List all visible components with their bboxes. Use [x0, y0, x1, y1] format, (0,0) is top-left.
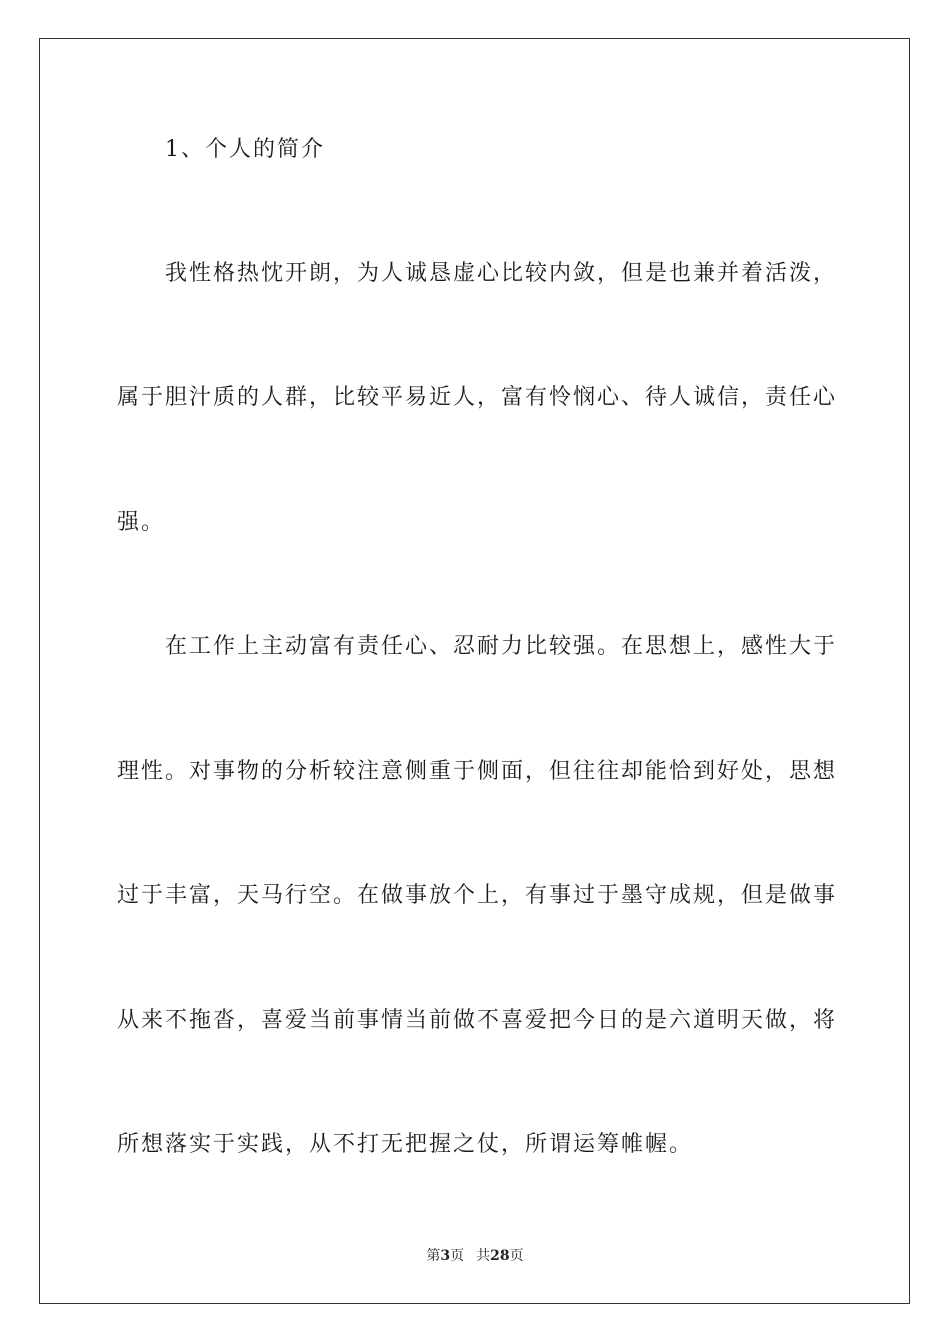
section-heading: 1、个人的简介	[165, 137, 325, 162]
page-prefix: 第	[426, 1248, 441, 1264]
page-suffix: 页	[450, 1248, 465, 1264]
paragraph-1-line-1: 我性格热忱开朗，为人诚恳虚心比较内敛，但是也兼并着活泼，	[165, 261, 838, 286]
paragraph-2-line-5: 所想落实于实践，从不打无把握之仗，所谓运筹帷幄。	[117, 1132, 694, 1157]
paragraph-1-line-3: 强。	[117, 510, 166, 535]
paragraph-2-line-2: 理性。对事物的分析较注意侧重于侧面，但往往却能恰到好处，思想	[117, 759, 838, 784]
paragraph-1-line-2: 属于胆汁质的人群，比较平易近人，富有怜悯心、待人诚信，责任心	[117, 385, 838, 410]
paragraph-2-line-4: 从来不拖沓，喜爱当前事情当前做不喜爱把今日的是六道明天做，将	[117, 1008, 838, 1033]
paragraph-2-line-3: 过于丰富，天马行空。在做事放个上，有事过于墨守成规，但是做事	[117, 883, 838, 908]
paragraph-2-line-1: 在工作上主动富有责任心、忍耐力比较强。在思想上，感性大于	[165, 634, 838, 659]
page-footer	[0, 1246, 950, 1266]
total-pages: 28	[490, 1248, 510, 1264]
total-suffix: 页	[509, 1248, 524, 1264]
page-border	[39, 38, 910, 1304]
page-number: 3	[440, 1248, 451, 1264]
total-prefix: 共	[476, 1248, 491, 1264]
